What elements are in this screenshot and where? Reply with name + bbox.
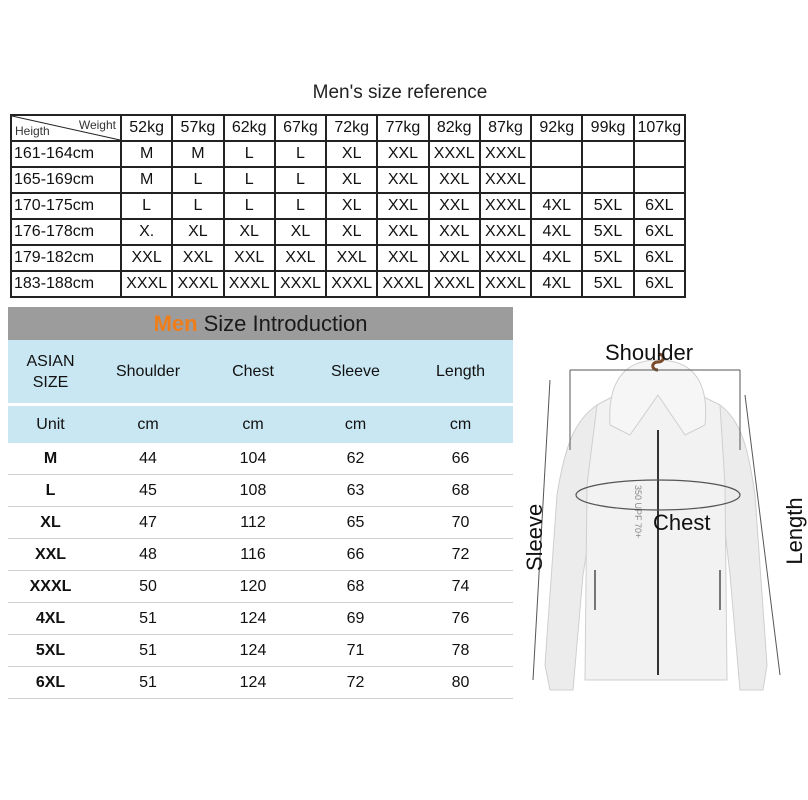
- measurement-cell: 72: [408, 539, 513, 571]
- weight-header: 62kg: [224, 115, 275, 141]
- size-introduction-title: Size Introduction: [203, 311, 368, 336]
- size-cell: XXXL: [480, 167, 531, 193]
- jacket-illustration: [515, 335, 800, 800]
- size-cell: 4XL: [531, 245, 582, 271]
- size-cell: XXL: [377, 193, 428, 219]
- measurement-cell: 124: [203, 667, 303, 699]
- size-cell: 4XL: [531, 271, 582, 297]
- measurement-cell: 124: [203, 635, 303, 667]
- size-cell: [634, 141, 685, 167]
- size-row: [8, 443, 513, 475]
- size-cell: XXXL: [480, 193, 531, 219]
- measurement-cell: 72: [303, 667, 408, 699]
- size-cell: M: [121, 141, 172, 167]
- measurement-cell: 74: [408, 571, 513, 603]
- measurement-cell: 51: [93, 635, 203, 667]
- size-cell: XXXL: [480, 141, 531, 167]
- size-cell: XXXL: [275, 271, 326, 297]
- size-label: 5XL: [8, 635, 93, 667]
- measurement-cell: 66: [408, 443, 513, 475]
- size-cell: L: [224, 193, 275, 219]
- reference-row: [11, 141, 685, 167]
- measurement-cell: 71: [303, 635, 408, 667]
- unit-cell: Unit: [8, 405, 93, 444]
- size-cell: XXXL: [224, 271, 275, 297]
- column-header: ASIAN SIZE: [8, 340, 93, 405]
- measurement-cell: 120: [203, 571, 303, 603]
- size-cell: [531, 167, 582, 193]
- unit-cell: cm: [203, 405, 303, 444]
- measurement-cell: 70: [408, 507, 513, 539]
- size-cell: 6XL: [634, 219, 685, 245]
- size-label: XXXL: [8, 571, 93, 603]
- weight-header: 77kg: [377, 115, 428, 141]
- size-cell: XXXL: [480, 245, 531, 271]
- height-cell: 170-175cm: [11, 193, 121, 219]
- size-cell: XL: [326, 167, 377, 193]
- size-cell: XXL: [377, 141, 428, 167]
- size-row: [8, 603, 513, 635]
- measurement-cell: 80: [408, 667, 513, 699]
- size-cell: XXL: [429, 193, 480, 219]
- column-header: Sleeve: [303, 340, 408, 405]
- height-cell: 179-182cm: [11, 245, 121, 271]
- size-cell: XL: [172, 219, 223, 245]
- chest-label: Chest: [653, 510, 711, 535]
- height-cell: 183-188cm: [11, 271, 121, 297]
- measurement-cell: 48: [93, 539, 203, 571]
- size-row: [8, 539, 513, 571]
- size-cell: XXXL: [480, 219, 531, 245]
- size-cell: XXXL: [480, 271, 531, 297]
- size-cell: [634, 167, 685, 193]
- reference-row: [11, 271, 685, 297]
- size-cell: L: [172, 167, 223, 193]
- size-cell: L: [172, 193, 223, 219]
- size-cell: 6XL: [634, 271, 685, 297]
- size-cell: XXL: [429, 245, 480, 271]
- measurement-cell: 76: [408, 603, 513, 635]
- weight-header: 87kg: [480, 115, 531, 141]
- size-cell: L: [224, 141, 275, 167]
- size-cell: XXXL: [429, 141, 480, 167]
- size-cell: 5XL: [582, 245, 633, 271]
- size-cell: 6XL: [634, 193, 685, 219]
- column-header-row: [8, 340, 513, 405]
- weight-header: 57kg: [172, 115, 223, 141]
- size-cell: XXXL: [326, 271, 377, 297]
- measurement-cell: 108: [203, 475, 303, 507]
- size-cell: XL: [326, 141, 377, 167]
- size-cell: [582, 167, 633, 193]
- size-row: [8, 507, 513, 539]
- size-cell: XXXL: [172, 271, 223, 297]
- shoulder-label: Shoulder: [605, 340, 694, 365]
- size-cell: XL: [224, 219, 275, 245]
- size-row: [8, 667, 513, 699]
- size-cell: XXL: [429, 219, 480, 245]
- measurement-cell: 124: [203, 603, 303, 635]
- men-label: Men: [153, 311, 198, 336]
- chest-print: 350 UPF 70+: [633, 485, 643, 539]
- size-cell: XL: [326, 193, 377, 219]
- size-label: 4XL: [8, 603, 93, 635]
- measurement-cell: 112: [203, 507, 303, 539]
- measurement-cell: 68: [408, 475, 513, 507]
- height-cell: 165-169cm: [11, 167, 121, 193]
- column-header: Chest: [203, 340, 303, 405]
- reference-row: [11, 193, 685, 219]
- size-cell: XXL: [121, 245, 172, 271]
- column-header: Length: [408, 340, 513, 405]
- size-cell: L: [224, 167, 275, 193]
- measurement-cell: 104: [203, 443, 303, 475]
- measurement-cell: 68: [303, 571, 408, 603]
- unit-cell: cm: [93, 405, 203, 444]
- measurement-cell: 66: [303, 539, 408, 571]
- sleeve-label: Sleeve: [522, 503, 547, 571]
- measurement-cell: 44: [93, 443, 203, 475]
- size-cell: XXL: [224, 245, 275, 271]
- reference-row: [11, 219, 685, 245]
- measurement-cell: 69: [303, 603, 408, 635]
- size-introduction-header: [8, 307, 513, 340]
- height-cell: 161-164cm: [11, 141, 121, 167]
- size-cell: 6XL: [634, 245, 685, 271]
- measurement-cell: 116: [203, 539, 303, 571]
- size-cell: XXXL: [121, 271, 172, 297]
- size-introduction-table: [8, 340, 513, 699]
- weight-header: 52kg: [121, 115, 172, 141]
- size-reference-table: [10, 114, 686, 298]
- measurement-cell: 78: [408, 635, 513, 667]
- size-label: 6XL: [8, 667, 93, 699]
- size-cell: L: [275, 167, 326, 193]
- size-cell: XL: [275, 219, 326, 245]
- weight-header: 72kg: [326, 115, 377, 141]
- size-label: M: [8, 443, 93, 475]
- size-row: [8, 635, 513, 667]
- size-cell: 4XL: [531, 193, 582, 219]
- size-row: [8, 571, 513, 603]
- size-cell: L: [121, 193, 172, 219]
- weight-header: 99kg: [582, 115, 633, 141]
- length-label: Length: [782, 497, 807, 565]
- size-cell: M: [121, 167, 172, 193]
- size-cell: 5XL: [582, 219, 633, 245]
- size-cell: XXL: [326, 245, 377, 271]
- weight-axis-label: Weight: [78, 118, 116, 132]
- measurement-cell: 65: [303, 507, 408, 539]
- size-cell: X.: [121, 219, 172, 245]
- size-cell: XXL: [377, 167, 428, 193]
- size-cell: 5XL: [582, 193, 633, 219]
- weight-header: 107kg: [634, 115, 685, 141]
- reference-title: Men's size reference: [312, 82, 488, 103]
- size-cell: XXL: [275, 245, 326, 271]
- height-cell: 176-178cm: [11, 219, 121, 245]
- height-axis-label: Heigth: [15, 124, 50, 138]
- size-cell: 5XL: [582, 271, 633, 297]
- size-cell: XXL: [429, 167, 480, 193]
- unit-cell: cm: [303, 405, 408, 444]
- size-cell: [531, 141, 582, 167]
- measurement-cell: 63: [303, 475, 408, 507]
- size-cell: 4XL: [531, 219, 582, 245]
- size-introduction: [8, 307, 513, 699]
- size-cell: [582, 141, 633, 167]
- size-cell: L: [275, 141, 326, 167]
- size-cell: XXL: [377, 245, 428, 271]
- unit-cell: cm: [408, 405, 513, 444]
- size-label: XL: [8, 507, 93, 539]
- weight-header: 67kg: [275, 115, 326, 141]
- size-label: L: [8, 475, 93, 507]
- size-cell: XL: [326, 219, 377, 245]
- size-cell: XXL: [172, 245, 223, 271]
- size-cell: XXXL: [377, 271, 428, 297]
- size-cell: L: [275, 193, 326, 219]
- weight-header: 92kg: [531, 115, 582, 141]
- size-label: XXL: [8, 539, 93, 571]
- column-header: Shoulder: [93, 340, 203, 405]
- measurement-cell: 62: [303, 443, 408, 475]
- corner-cell: [11, 115, 121, 141]
- reference-row: [11, 245, 685, 271]
- jacket-measurement-figure: [515, 335, 807, 800]
- size-cell: XXXL: [429, 271, 480, 297]
- weight-header: 82kg: [429, 115, 480, 141]
- measurement-cell: 50: [93, 571, 203, 603]
- measurement-cell: 51: [93, 667, 203, 699]
- unit-row: [8, 405, 513, 444]
- measurement-cell: 45: [93, 475, 203, 507]
- weight-header-row: [11, 115, 685, 141]
- size-cell: XXL: [377, 219, 428, 245]
- reference-row: [11, 167, 685, 193]
- size-cell: M: [172, 141, 223, 167]
- measurement-cell: 47: [93, 507, 203, 539]
- size-row: [8, 475, 513, 507]
- measurement-cell: 51: [93, 603, 203, 635]
